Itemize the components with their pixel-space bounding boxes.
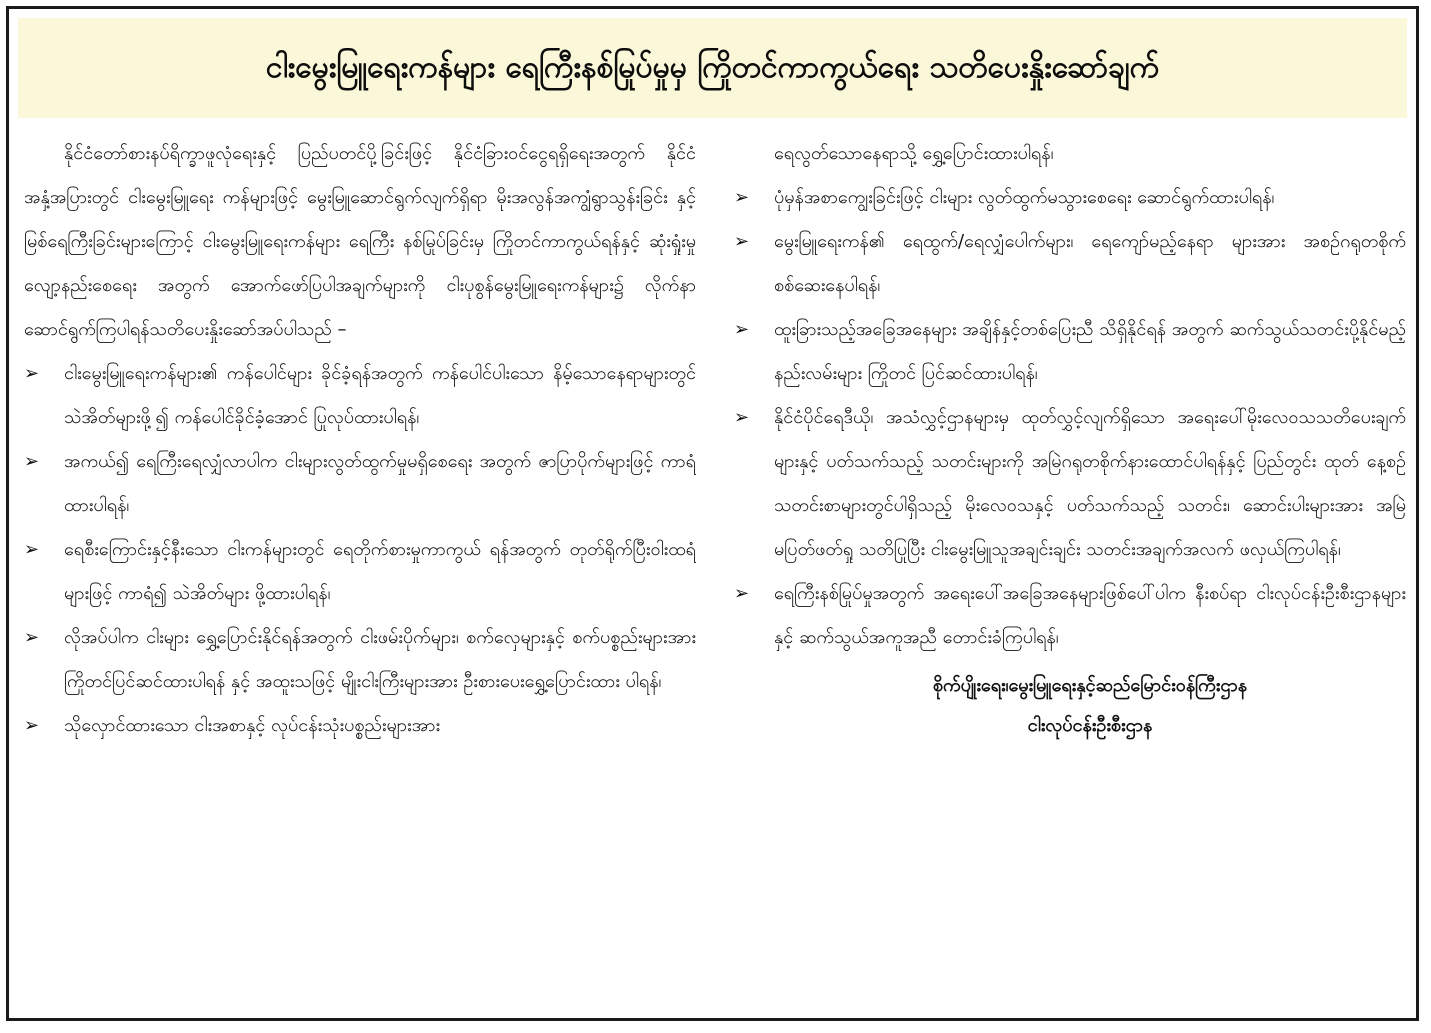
list-item-text: ထူးခြားသည့်အခြေအနေများ အချိန်နှင့်တစ်ပြေးညီ သိရှိနိုင်ရန် အတွက် ဆက်သွယ်သတင်းပို့နိုင်မည့်နည်းလမ်းများ ကြိုတင် ပြင်ဆင်ထားပါရန်၊ (774, 319, 1406, 384)
arrow-bullet-icon: ➢ (734, 319, 750, 340)
list-item-text: ရေစီးကြောင်းနှင့်နီးသော ငါးကန်များတွင် ရေတိုက်စားမှုကာကွယ် ရန်အတွက် တုတ်ရိုက်ပြီးဝါးထရံများဖြင့် ကာရံ၍ သဲအိတ်များ ဖို့ထားပါရန်၊ (64, 539, 696, 604)
arrow-bullet-icon: ➢ (24, 627, 40, 648)
arrow-bullet-icon: ➢ (734, 187, 750, 208)
list-item (734, 396, 1406, 572)
list-item (24, 616, 696, 704)
signature-ministry: စိုက်ပျိုးရေး၊မွေးမြူရေးနှင့်ဆည်မြောင်းဝန်ကြီးဌာန (932, 675, 1248, 696)
list-item (24, 440, 696, 528)
list-item (24, 352, 696, 440)
notice-title: ငါးမွေးမြူရေးကန်များ ရေကြီးနစ်မြုပ်မှုမှ ကြိုတင်ကာကွယ်ရေး သတိပေးနှိုးဆော်ချက် (265, 50, 1160, 85)
title-banner (18, 18, 1407, 118)
signature-block (734, 666, 1406, 746)
arrow-bullet-icon: ➢ (24, 539, 40, 560)
list-item (734, 176, 1406, 220)
arrow-bullet-icon: ➢ (734, 231, 750, 252)
list-item-text: ပုံမှန်အစာကျွေးခြင်းဖြင့် ငါးများ လွတ်ထွက်မသွားစေရေး ဆောင်ရွက်ထားပါရန်၊ (774, 187, 1275, 208)
arrow-bullet-icon: ➢ (734, 407, 750, 428)
arrow-bullet-icon: ➢ (734, 583, 750, 604)
list-item-text: ရေလွတ်သောနေရာသို့ ရွှေ့ပြောင်းထားပါရန်၊ (774, 143, 1054, 164)
list-item-text: နိုင်ငံပိုင်ရေဒီယို၊ အသံလွှင့်ဌာနများမှ ထုတ်လွှင့်လျက်ရှိသော အရေးပေါ်မိုးလေဝသသတိပေးချက်များနှင့် ပတ်သက်သည့် သတင်းများကို အမြဲဂရုတစိုက်နားထောင်ပါရန်နှင့် ပြည်တွင်း ထုတ် နေ့စဉ်သတင်းစာများတွင်ပါရှိသည့် မိုးလေဝသနှင့် ပတ်သက်သည့် သတင်း၊ ဆောင်းပါးများအား အမြဲမပြတ်ဖတ်ရှု သတိပြုပြီး ငါးမွေးမြူသူအချင်းချင်း သတင်းအချက်အလက် ဖလှယ်ကြပါရန်၊ (774, 407, 1406, 560)
list-item-continuation (734, 132, 1406, 176)
list-item-text: အကယ်၍ ရေကြီးရေလျှံလာပါက ငါးများလွတ်ထွက်မှုမရှိစေရေး အတွက် ဇာပြာပိုက်များဖြင့် ကာရံထားပါရန်၊ (64, 451, 696, 516)
intro-paragraph: နိုင်ငံတော်စားနပ်ရိက္ခာဖူလုံရေးနှင့် ပြည်ပတင်ပို့ခြင်းဖြင့် နိုင်ငံခြားဝင်ငွေရရှိရေးအတွက် နိုင်ငံအနှံ့အပြားတွင် ငါးမွေးမြူရေး ကန်များဖြင့် မွေးမြူဆောင်ရွက်လျက်ရှိရာ မိုးအလွန်အကျွံရွာသွန်းခြင်း နှင့် မြစ်ရေကြီးခြင်းများကြောင့် ငါးမွေးမြူရေးကန်များ ရေကြီး နစ်မြုပ်ခြင်းမှ ကြိုတင်ကာကွယ်ရန်နှင့် ဆုံးရှုံးမှုလျော့နည်းစေရေး အတွက် အောက်ဖော်ပြပါအချက်များကို ငါးပုစွန်မွေးမြူရေးကန်များ၌ လိုက်နာဆောင်ရွက်ကြပါရန်သတိပေးနှိုးဆော်အပ်ပါသည် – (24, 143, 696, 340)
list-item (24, 704, 696, 748)
list-item-text: ရေကြီးနစ်မြုပ်မှုအတွက် အရေးပေါ်အခြေအနေများဖြစ်ပေါ်ပါက နီးစပ်ရာ ငါးလုပ်ငန်းဦးစီးဌာနများနှင့် ဆက်သွယ်အကူအညီ တောင်းခံကြပါရန်၊ (774, 583, 1406, 648)
list-item (734, 220, 1406, 308)
list-item-text: ငါးမွေးမြူရေးကန်များ၏ ကန်ပေါင်များ ခိုင်ခံ့ရန်အတွက် ကန်ပေါင်ပါးသော နိမ့်သောနေရာများတွင် သဲအိတ်များဖို့၍ ကန်ပေါင်ခိုင်ခံ့အောင် ပြုလုပ်ထားပါရန်၊ (64, 363, 696, 428)
arrow-bullet-icon: ➢ (24, 451, 40, 472)
arrow-bullet-icon: ➢ (24, 715, 40, 736)
list-item (24, 528, 696, 616)
list-item (734, 308, 1406, 396)
list-item-text: သိုလှောင်ထားသော ငါးအစာနှင့် လုပ်ငန်းသုံးပစ္စည်းများအား (64, 715, 441, 736)
list-item-text: မွေးမြူရေးကန်၏ ရေထွက်/ရေလျှံပေါက်များ၊ ရေကျော်မည့်နေရာ များအား အစဉ်ဂရုတစိုက်စစ်ဆေးနေပါရန်၊ (774, 231, 1406, 296)
left-column (24, 132, 696, 1008)
list-item-text: လိုအပ်ပါက ငါးများ ရွှေ့ပြောင်းနိုင်ရန်အတွက် ငါးဖမ်းပိုက်များ၊ စက်လှေများနှင့် စက်ပစ္စည်းများအား ကြိုတင်ပြင်ဆင်ထားပါရန် နှင့် အထူးသဖြင့် မျိုးငါးကြီးများအား ဦးစားပေးရွှေ့ပြောင်းထား ပါရန်၊ (64, 627, 696, 692)
signature-department: ငါးလုပ်ငန်းဦးစီးဌာန (1027, 715, 1153, 736)
arrow-bullet-icon: ➢ (24, 363, 40, 384)
notice-body (24, 132, 1407, 1008)
list-item (734, 572, 1406, 660)
right-column (734, 132, 1406, 1008)
